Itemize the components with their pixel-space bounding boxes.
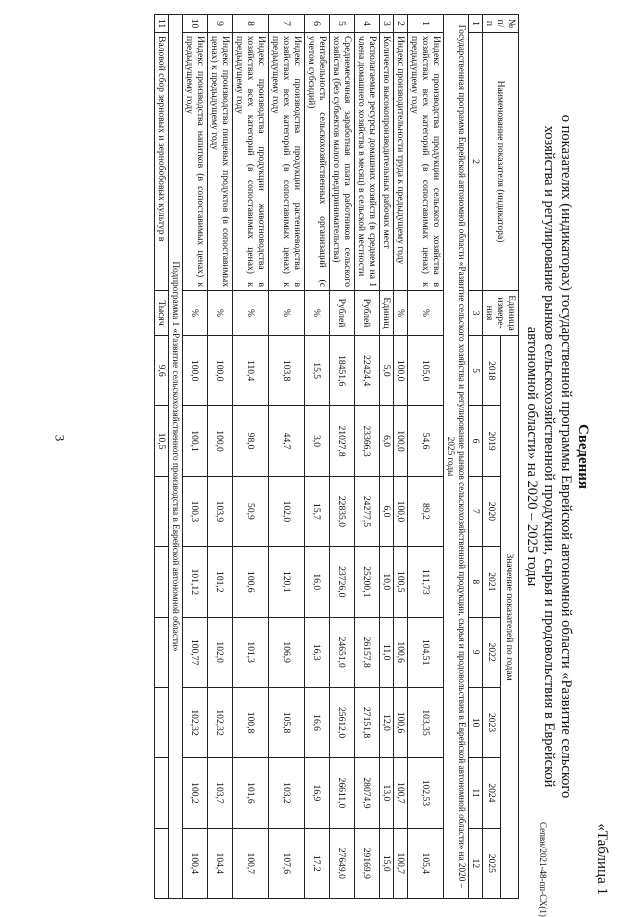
row-value: 111,73: [408, 547, 444, 617]
row-value: 25612,0: [330, 687, 355, 757]
column-index-cell: 9: [469, 617, 483, 687]
section-row-program: [444, 15, 469, 899]
row-value: 15,7: [305, 476, 330, 546]
table-row: [233, 15, 269, 899]
row-value: 100,0: [208, 406, 233, 476]
table-row: [305, 15, 330, 899]
row-value: 27151,8: [355, 687, 380, 757]
row-value: 26611,0: [330, 758, 355, 828]
section-row-subprogram: [169, 15, 183, 899]
row-value: 15,0: [380, 828, 394, 898]
row-indicator-name: Рентабельность сельскохозяйственных организаций (с учетом субсидий): [305, 33, 330, 291]
row-value: 89,2: [408, 476, 444, 546]
row-value: 44,7: [269, 406, 305, 476]
row-unit: %: [408, 291, 444, 336]
row-value: 26157,8: [355, 617, 380, 687]
table-row: [183, 15, 208, 899]
row-value: 98,0: [233, 406, 269, 476]
rotated-page-content: [70, 14, 610, 899]
row-value: 103,2: [269, 758, 305, 828]
header-year: 2021: [483, 547, 501, 617]
row-unit: %: [394, 291, 408, 336]
row-indicator-name: Индекс производства пищевых продуктов (в сопоставимых ценах) к предыдущему году: [208, 33, 233, 291]
row-value: 104,51: [408, 617, 444, 687]
row-value: 16,9: [305, 758, 330, 828]
row-number: 2: [394, 15, 408, 33]
row-value: 110,4: [233, 336, 269, 406]
row-value: 24277,5: [355, 476, 380, 546]
row-indicator-name: Располагаемые ресурсы домашних хозяйств (в среднем на 1 члена домашнего хозяйства в месяц) в сельской местности: [355, 33, 380, 291]
header-year: 2020: [483, 476, 501, 546]
row-value: 105,4: [408, 828, 444, 898]
row-unit: %: [208, 291, 233, 336]
column-index-cell: 10: [469, 687, 483, 757]
header-year: 2019: [483, 406, 501, 476]
row-value: 100,6: [394, 617, 408, 687]
row-value: 18451,6: [330, 336, 355, 406]
row-value: 6,0: [380, 476, 394, 546]
row-value: 16,0: [305, 547, 330, 617]
row-value: 10,0: [380, 547, 394, 617]
row-value: 102,0: [208, 617, 233, 687]
row-number: 10: [183, 15, 208, 33]
header-number: № п/ п: [483, 15, 519, 33]
page-number: 3: [52, 434, 68, 442]
row-value: 100,7: [394, 758, 408, 828]
table-row: [394, 15, 408, 899]
row-number: 1: [408, 15, 444, 33]
row-value: 12,0: [380, 687, 394, 757]
row-value: 22424,4: [355, 336, 380, 406]
column-index-cell: 3: [469, 291, 483, 336]
row-value: 13,0: [380, 758, 394, 828]
row-number: 8: [233, 15, 269, 33]
row-indicator-name: Среднемесячная заработная плата работников сельского хозяйства (без субъектов малого предпринимательства): [330, 33, 355, 291]
row-value: 6,0: [380, 406, 394, 476]
document-heading: [523, 14, 591, 899]
header-year: 2024: [483, 758, 501, 828]
row-value: 29169,9: [355, 828, 380, 898]
row-value: 102,32: [208, 687, 233, 757]
row-value: 101,2: [208, 547, 233, 617]
row-value: 100,7: [394, 828, 408, 898]
row-value: 22835,0: [330, 476, 355, 546]
row-value: 100,2: [183, 758, 208, 828]
row-number: 7: [269, 15, 305, 33]
row-value: 105,8: [269, 687, 305, 757]
heading-subtitle-line-1: о показателях (индикаторах) государственной программы Еврейской автономной области «Развитие сельского: [558, 114, 574, 799]
row-value: 100,0: [394, 406, 408, 476]
row-unit: Рублей: [330, 291, 355, 336]
row-value: [155, 687, 169, 757]
row-value: 100,77: [183, 617, 208, 687]
table-row: [208, 15, 233, 899]
row-value: 102,0: [269, 476, 305, 546]
heading-subtitle-line-3: автономной области» на 2020 – 2025 годы: [524, 326, 540, 587]
row-value: 100,0: [394, 476, 408, 546]
row-value: 23726,0: [330, 547, 355, 617]
row-unit: Тысяч: [155, 291, 169, 336]
row-value: [155, 828, 169, 898]
row-value: 16,6: [305, 687, 330, 757]
row-value: 100,8: [233, 687, 269, 757]
row-value: 54,6: [408, 406, 444, 476]
row-value: 100,6: [394, 687, 408, 757]
row-number: 11: [155, 15, 169, 33]
table-row: [380, 15, 394, 899]
table-row: [408, 15, 444, 899]
heading-title: Сведения: [575, 423, 591, 490]
column-index-cell: 7: [469, 476, 483, 546]
table-row: [355, 15, 380, 899]
row-value: 3,0: [305, 406, 330, 476]
header-year: 2022: [483, 617, 501, 687]
row-value: 104,4: [208, 828, 233, 898]
row-value: 105,0: [408, 336, 444, 406]
row-value: 103,35: [408, 687, 444, 757]
row-indicator-name: Индекс производительности труда к предыдущему году: [394, 33, 408, 291]
table-row: [330, 15, 355, 899]
indicators-table: [154, 14, 519, 899]
row-unit: %: [233, 291, 269, 336]
row-value: 9,6: [155, 336, 169, 406]
row-value: 50,9: [233, 476, 269, 546]
column-index-cell: 1: [469, 15, 483, 33]
row-value: 101,6: [233, 758, 269, 828]
row-value: 15,5: [305, 336, 330, 406]
row-value: 21027,8: [330, 406, 355, 476]
column-index-cell: 5: [469, 336, 483, 406]
row-indicator-name: Индекс производства продукции животноводства в хозяйствах всех категорий (в сопоставимых ценах) к предыдущему году: [233, 33, 269, 291]
row-value: 24651,0: [330, 617, 355, 687]
column-index-cell: 8: [469, 547, 483, 617]
row-unit: %: [269, 291, 305, 336]
row-unit: Рублей: [355, 291, 380, 336]
row-number: 9: [208, 15, 233, 33]
row-value: 28074,9: [355, 758, 380, 828]
table-number: «Таблица 1: [594, 823, 610, 895]
row-value: 25200,1: [355, 547, 380, 617]
row-value: [155, 547, 169, 617]
column-index-row: [469, 15, 483, 899]
row-value: [155, 617, 169, 687]
row-indicator-name: Индекс производства продукции растениеводства в хозяйствах всех категорий (в сопоставимых ценах) к предыдущему году: [269, 33, 305, 291]
row-value: 107,6: [269, 828, 305, 898]
row-value: 102,53: [408, 758, 444, 828]
table-row: [155, 15, 169, 899]
row-value: 10,5: [155, 406, 169, 476]
row-value: 23366,3: [355, 406, 380, 476]
table-row: [269, 15, 305, 899]
column-index-cell: 2: [469, 33, 483, 291]
row-value: 100,5: [394, 547, 408, 617]
row-value: 106,9: [269, 617, 305, 687]
row-indicator-name: Индекс производства продукции сельского хозяйства в хозяйствах всех категорий (в сопоставимых ценах) к предыдущему году: [408, 33, 444, 291]
row-number: 3: [380, 15, 394, 33]
row-value: 27649,0: [330, 828, 355, 898]
header-unit: Единица измере-ния: [483, 291, 519, 336]
row-value: 100,3: [183, 476, 208, 546]
table-body: [155, 15, 469, 899]
row-value: 101,3: [233, 617, 269, 687]
row-value: [155, 476, 169, 546]
row-number: 6: [305, 15, 330, 33]
row-value: 120,1: [269, 547, 305, 617]
row-value: 11,0: [380, 617, 394, 687]
row-value: 16,3: [305, 617, 330, 687]
row-unit: %: [305, 291, 330, 336]
header-year: 2018: [483, 336, 501, 406]
row-value: 103,7: [208, 758, 233, 828]
row-value: 100,6: [233, 547, 269, 617]
heading-subtitle-line-2: хозяйства и регулирование рынков сельскохозяйственной продукции, сырья и продовольствия в Еврейской: [541, 125, 557, 788]
footer-code: Сепвн/2021-48-пп-СХ(1): [538, 822, 548, 917]
header-year: 2023: [483, 687, 501, 757]
row-value: 101,12: [183, 547, 208, 617]
section-subprogram-title: Подпрограмма 1 «Развитие сельскохозяйственного производства в Еврейской автономной области»: [169, 15, 183, 899]
row-value: 100,0: [394, 336, 408, 406]
row-indicator-name: Валовой сбор зерновых и зернобобовых культур в: [155, 33, 169, 291]
row-value: 103,9: [208, 476, 233, 546]
header-year: 2025: [483, 828, 501, 898]
row-value: 100,7: [233, 828, 269, 898]
row-value: 5,0: [380, 336, 394, 406]
row-value: 100,1: [183, 406, 208, 476]
row-value: 17,2: [305, 828, 330, 898]
row-value: [155, 758, 169, 828]
row-number: 5: [330, 15, 355, 33]
row-value: 100,0: [183, 336, 208, 406]
row-value: 100,4: [183, 828, 208, 898]
header-indicator-name: Наименование показателя (индикатора): [483, 33, 519, 291]
row-indicator-name: Количество высокопроизводительных рабочих мест: [380, 33, 394, 291]
row-value: 102,32: [183, 687, 208, 757]
row-number: 4: [355, 15, 380, 33]
column-index-cell: 11: [469, 758, 483, 828]
row-value: 103,8: [269, 336, 305, 406]
row-indicator-name: Индекс производства напитков (в сопоставимых ценах) к предыдущему году: [183, 33, 208, 291]
row-unit: %: [183, 291, 208, 336]
column-index-cell: 12: [469, 828, 483, 898]
section-program-title: Государственная программа Еврейской автономной области «Развитие сельского хозяйства и регулирование рынков сельскохозяйственной продукции, сырья и продовольствия в Еврейской автономной области» на 2020 – 2025 годы: [444, 15, 469, 899]
column-index-cell: 6: [469, 406, 483, 476]
header-values-group: Значение показателей по годам: [501, 336, 519, 899]
row-value: 100,0: [208, 336, 233, 406]
row-unit: Единиц: [380, 291, 394, 336]
